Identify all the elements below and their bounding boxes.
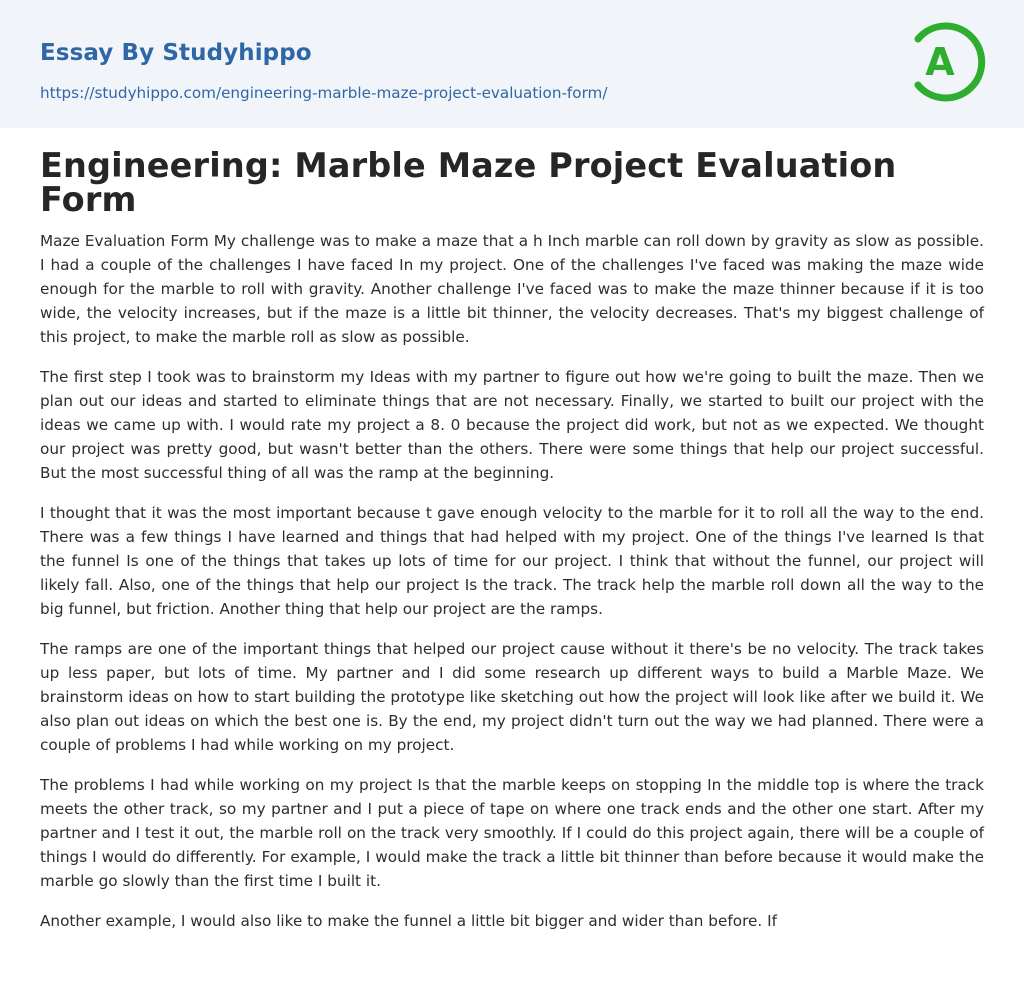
article-paragraph: The ramps are one of the important things that helped our project cause without it there's be no velocity. The track takes up less paper, but lots of time. My partner and I did some research up different ways to build a Marble Maze. We brainstorm ideas on how to start building the prototype like sketching out how the project will look like after we build it. We also plan out ideas on which the best one is. By the end, my project didn't turn out the way we had planned. There were a couple of problems I had while working on my project.	[40, 640, 984, 754]
logo-letter: A	[925, 40, 955, 84]
article-paragraph: Maze Evaluation Form My challenge was to make a maze that a h Inch marble can roll down by gravity as slow as possible. I had a couple of the challenges I have faced In my project. One of the challenges I've faced was making the maze wide enough for the marble to roll with gravity. Another challenge I've faced was to make the maze thinner because if it is too wide, the velocity increases, but if the maze is a little bit thinner, the velocity decreases. That's my biggest challenge of this project, to make the marble roll as slow as possible.	[40, 232, 984, 346]
article-paragraph: Another example, I would also like to make the funnel a little bit bigger and wider than before. If	[40, 912, 777, 930]
site-brand[interactable]: Essay By Studyhippo	[40, 40, 312, 66]
article	[0, 128, 1024, 933]
article-paragraph: I thought that it was the most important because t gave enough velocity to the marble for it to roll all the way to the end. There was a few things I have learned and things that had helped with my project. One of the things I've learned Is that the funnel Is one of the things that takes up lots of time for our project. I think that without the funnel, our project will likely fall. Also, one of the things that help our project Is the track. The track help the marble roll down all the way to the big funnel, but friction. Another thing that help our project are the ramps.	[40, 504, 984, 618]
essay-url-link[interactable]: https://studyhippo.com/engineering-marble-maze-project-evaluation-form/	[40, 84, 608, 102]
article-paragraph: The first step I took was to brainstorm my Ideas with my partner to figure out how we're going to built the maze. Then we plan out our ideas and started to eliminate things that are not necessary. Finally, we started to built our project with the ideas we came up with. I would rate my project a 8. 0 because the project did work, but not as we expected. We thought our project was pretty good, but wasn't better than the others. There were some things that help our project successful. But the most successful thing of all was the ramp at the beginning.	[40, 368, 984, 482]
article-title: Engineering: Marble Maze Project Evaluation Form	[40, 146, 897, 219]
site-header	[0, 0, 1024, 128]
article-paragraph: The problems I had while working on my project Is that the marble keeps on stopping In the middle top is where the track meets the other track, so my partner and I put a piece of tape on where one track ends and the other one start. After my partner and I test it out, the marble roll on the track very smoothly. If I could do this project again, there will be a couple of things I would do differently. For example, I would make the track a little bit thinner than before because it would make the marble go slowly than the first time I built it.	[40, 776, 984, 890]
studyhippo-logo-icon[interactable]	[912, 19, 986, 105]
